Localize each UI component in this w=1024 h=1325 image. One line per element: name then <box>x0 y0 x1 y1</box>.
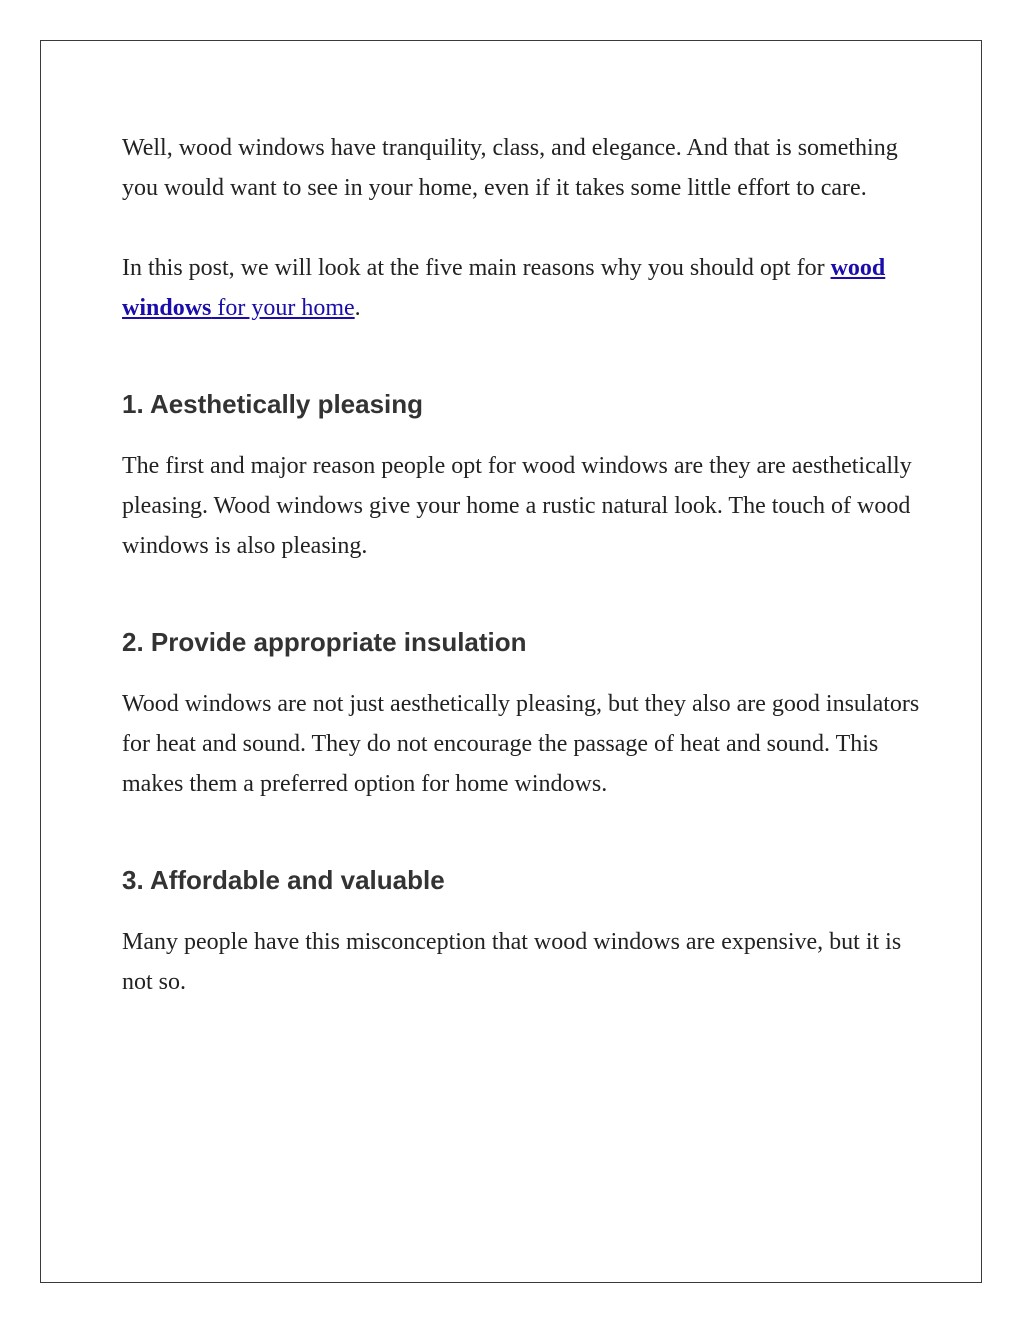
post-paragraph <box>122 248 922 328</box>
intro-paragraph: Well, wood windows have tranquility, class, and elegance. And that is something you would want to see in your home, even if it takes some little effort to care. <box>122 135 898 201</box>
wood-windows-link-bold: wood windows <box>122 255 886 321</box>
document-page <box>40 40 982 1283</box>
section-heading-1: 1. Aesthetically pleasing <box>122 389 424 419</box>
wood-windows-link-rest: for your home <box>211 295 355 321</box>
section-heading-2: 2. Provide appropriate insulation <box>122 627 527 657</box>
section-body-2: Wood windows are not just aesthetically pleasing, but they also are good insulators for heat and sound. They do not encourage the passage of heat and sound. This makes them a preferred option for home windows. <box>122 691 920 797</box>
post-paragraph-suffix: . <box>354 295 361 321</box>
section-body-3: Many people have this misconception that wood windows are expensive, but it is not so. <box>122 929 902 995</box>
section-body-1: The first and major reason people opt for wood windows are they are aesthetically pleasing. Wood windows give your home a rustic natural look. The touch of wood windows is also pleasing. <box>122 453 912 559</box>
section-heading-3: 3. Affordable and valuable <box>122 865 445 895</box>
article-body <box>122 128 922 1002</box>
post-paragraph-prefix: In this post, we will look at the five main reasons why you should opt for <box>122 255 831 281</box>
